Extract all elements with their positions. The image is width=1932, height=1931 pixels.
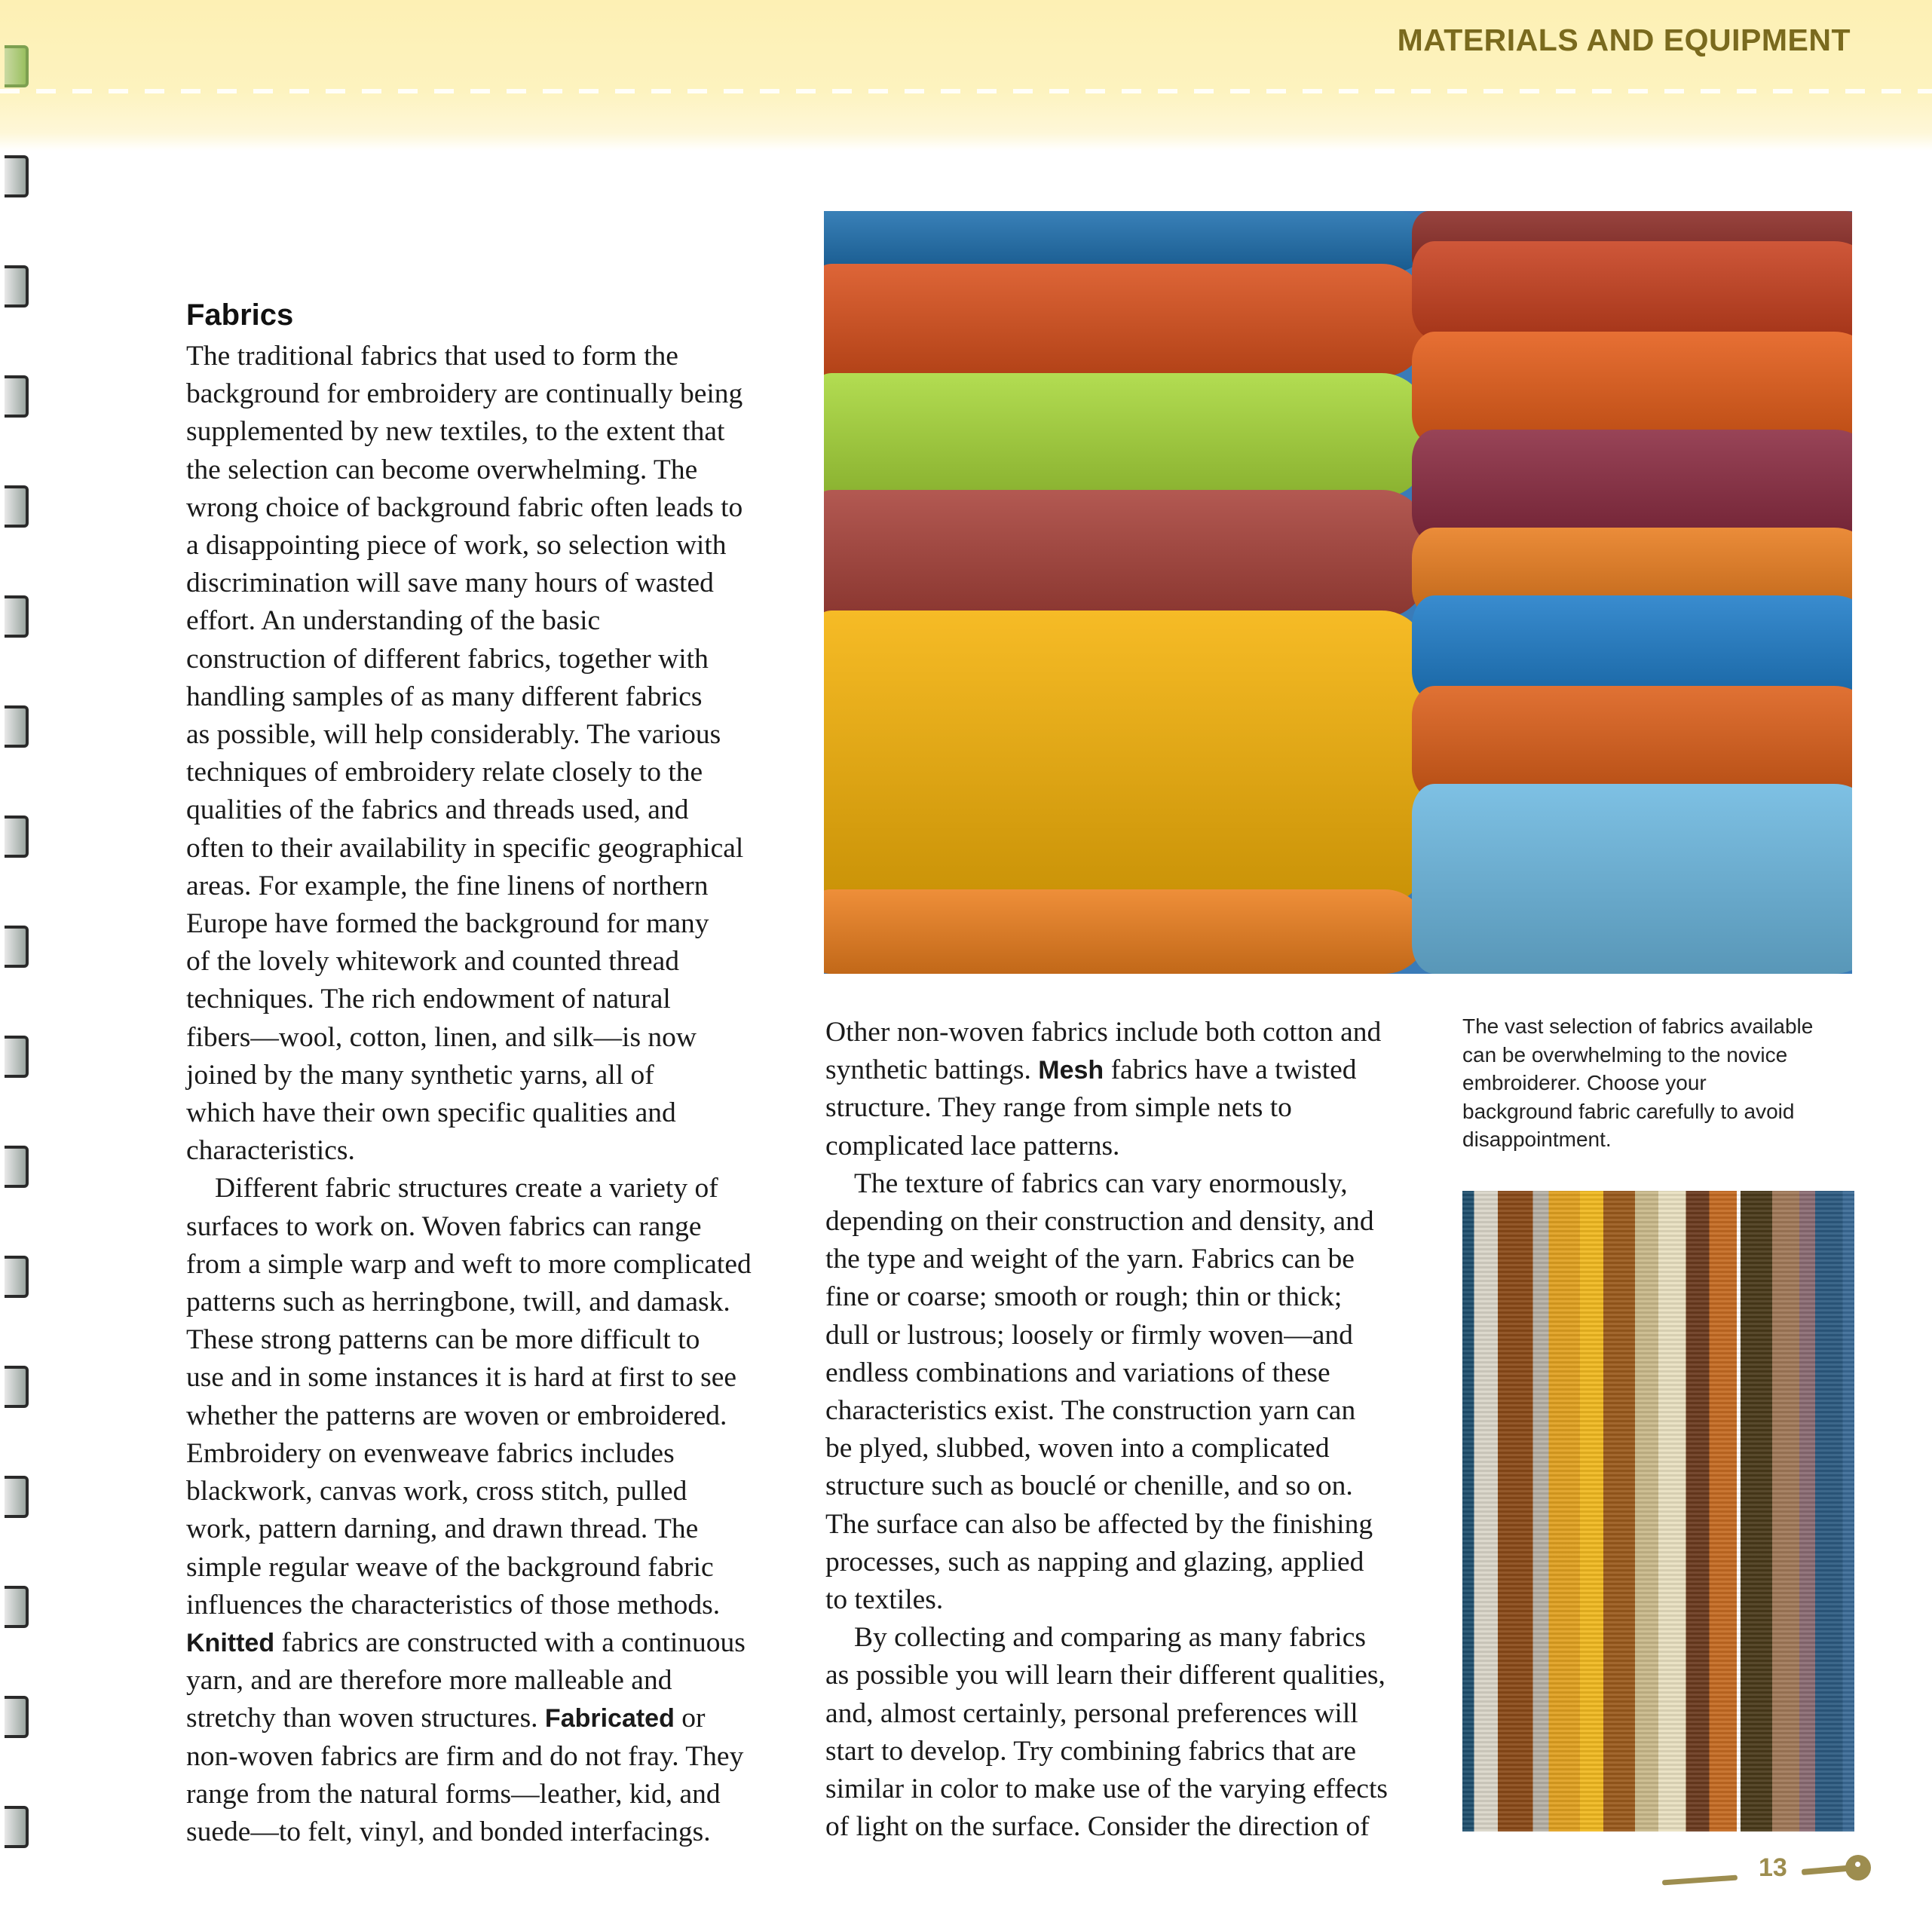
fabric-fold xyxy=(1412,332,1852,445)
bold-term: Mesh xyxy=(1038,1056,1104,1085)
body-column-left xyxy=(186,338,789,1851)
text-line: influences the characteristics of those methods. xyxy=(186,1589,721,1620)
binding-ring-icon xyxy=(5,816,29,858)
text-line: complicated lace patterns. xyxy=(825,1130,1120,1161)
fabric-fold xyxy=(824,264,1427,377)
text-line: structure such as bouclé or chenille, and so on. xyxy=(825,1470,1353,1502)
text-line: The surface can also be affected by the finishing xyxy=(825,1508,1373,1540)
text-line: of the lovely whitework and counted thread xyxy=(186,946,679,978)
text-line: background for embroidery are continually being xyxy=(186,378,743,410)
fabric-fold xyxy=(824,611,1427,904)
text-line: as possible, will help considerably. The various xyxy=(186,719,721,751)
photo-caption xyxy=(1462,1012,1854,1154)
text-line: Knitted fabrics are constructed with a continuous xyxy=(186,1627,746,1658)
binding-ring-icon xyxy=(5,1806,29,1848)
binding-ring-icon xyxy=(5,155,29,197)
text-line: The traditional fabrics that used to form the xyxy=(186,341,678,372)
text-line: techniques of embroidery relate closely to the xyxy=(186,757,703,788)
text-line: yarn, and are therefore more malleable and xyxy=(186,1665,672,1697)
binding-ring-icon xyxy=(5,595,29,638)
text-line: endless combinations and variations of these xyxy=(825,1357,1330,1388)
fabric-fold xyxy=(824,889,1427,974)
caption-line: disappointment. xyxy=(1462,1128,1612,1151)
text-line: joined by the many synthetic yarns, all of xyxy=(186,1059,654,1091)
binding-ring-icon xyxy=(5,926,29,968)
text-line: use and in some instances it is hard at first to see xyxy=(186,1362,737,1394)
text-line: discrimination will save many hours of wasted xyxy=(186,568,714,599)
header-stitch-line xyxy=(0,89,1932,93)
fabric-fold xyxy=(824,373,1427,497)
text-line: Other non-woven fabrics include both cotton and xyxy=(825,1017,1382,1048)
text-line: areas. For example, the fine linens of northern xyxy=(186,870,709,901)
binding-ring-icon xyxy=(5,485,29,528)
text-line: Different fabric structures create a variety of xyxy=(215,1173,718,1204)
binding-ring-icon xyxy=(5,1476,29,1518)
text-line: and, almost certainly, personal preferences will xyxy=(825,1697,1358,1729)
page-number: 13 xyxy=(1759,1853,1787,1882)
fabric-fold xyxy=(1412,430,1852,543)
binding-ring-icon xyxy=(5,1036,29,1078)
text-line: These strong patterns can be more difficult to xyxy=(186,1324,700,1356)
text-line: the type and weight of the yarn. Fabrics can be xyxy=(825,1244,1355,1275)
text-line: range from the natural forms—leather, kid, and xyxy=(186,1778,721,1810)
text-line: By collecting and comparing as many fabrics xyxy=(854,1622,1366,1654)
binding-ring-icon xyxy=(5,1366,29,1408)
fabric-fold xyxy=(1412,595,1852,701)
text-line: characteristics exist. The construction yarn can xyxy=(825,1395,1356,1427)
caption-line: background fabric carefully to avoid xyxy=(1462,1099,1795,1123)
photo-yarn-strands xyxy=(1462,1191,1854,1832)
fabric-fold xyxy=(1412,686,1852,799)
text-line: of light on the surface. Consider the direction of xyxy=(825,1811,1370,1843)
caption-line: embroiderer. Choose your xyxy=(1462,1071,1707,1094)
binding-ring-icon xyxy=(5,1586,29,1628)
fabric-fold xyxy=(1412,241,1852,339)
text-line: fine or coarse; smooth or rough; thin or thick; xyxy=(825,1281,1343,1313)
text-line: suede—to felt, vinyl, and bonded interfacings. xyxy=(186,1816,711,1847)
binding-ring-icon xyxy=(5,265,29,308)
text-line: non-woven fabrics are firm and do not fray. They xyxy=(186,1740,744,1772)
text-line: qualities of the fabrics and threads used, and xyxy=(186,794,689,826)
text-line: Europe have formed the background for many xyxy=(186,908,709,940)
text-line: a disappointing piece of work, so selection with xyxy=(186,530,727,562)
text-line: simple regular weave of the background fabric xyxy=(186,1551,714,1583)
page-number-ornament xyxy=(1662,1850,1873,1896)
section-title: MATERIALS AND EQUIPMENT xyxy=(1397,23,1851,57)
text-line: dull or lustrous; loosely or firmly woven—and xyxy=(825,1319,1353,1351)
text-line: construction of different fabrics, together with xyxy=(186,643,709,675)
text-line: surfaces to work on. Woven fabrics can range xyxy=(186,1210,702,1242)
bold-term: Knitted xyxy=(186,1628,275,1657)
text-line: often to their availability in specific geographical xyxy=(186,832,744,864)
fabric-fold xyxy=(1412,784,1852,974)
body-column-middle xyxy=(825,1014,1428,1846)
text-line: processes, such as napping and glazing, applied xyxy=(825,1546,1364,1578)
caption-line: The vast selection of fabrics available xyxy=(1462,1014,1814,1038)
binding-ring-icon xyxy=(5,1696,29,1738)
text-line: depending on their construction and density, and xyxy=(825,1206,1374,1238)
text-line: work, pattern darning, and drawn thread. The xyxy=(186,1513,699,1545)
fabric-fold xyxy=(824,490,1427,618)
binding-ring-icon xyxy=(5,375,29,418)
text-line: supplemented by new textiles, to the extent that xyxy=(186,416,725,448)
text-line: blackwork, canvas work, cross stitch, pulled xyxy=(186,1476,687,1507)
text-line: whether the patterns are woven or embroidered. xyxy=(186,1400,727,1431)
text-line: handling samples of as many different fabrics xyxy=(186,681,703,712)
text-line: structure. They range from simple nets to xyxy=(825,1092,1292,1124)
text-line: as possible you will learn their different qualities, xyxy=(825,1660,1385,1691)
text-line: characteristics. xyxy=(186,1135,355,1167)
caption-line: can be overwhelming to the novice xyxy=(1462,1042,1788,1066)
text-line: be plyed, slubbed, woven into a complicated xyxy=(825,1433,1330,1464)
spiral-binding xyxy=(0,45,30,1899)
pin-head-icon xyxy=(1845,1855,1871,1881)
text-line: patterns such as herringbone, twill, and damask. xyxy=(186,1287,730,1318)
binding-ring-icon xyxy=(5,1256,29,1298)
binding-ring-icon xyxy=(5,45,29,87)
article-heading: Fabrics xyxy=(186,298,294,332)
text-line: start to develop. Try combining fabrics that are xyxy=(825,1735,1357,1767)
text-line: Embroidery on evenweave fabrics includes xyxy=(186,1437,675,1469)
text-line: from a simple warp and weft to more complicated xyxy=(186,1248,752,1280)
photo-stacked-fabrics xyxy=(824,211,1852,974)
text-line: synthetic battings. Mesh fabrics have a twisted xyxy=(825,1054,1357,1086)
text-line: similar in color to make use of the varying effects xyxy=(825,1773,1388,1805)
text-line: stretchy than woven structures. Fabricated or xyxy=(186,1703,706,1734)
text-line: effort. An understanding of the basic xyxy=(186,605,601,637)
text-line: fibers—wool, cotton, linen, and silk—is now xyxy=(186,1021,697,1053)
fabric-fold xyxy=(824,211,1427,271)
text-line: wrong choice of background fabric often leads to xyxy=(186,491,743,523)
text-line: which have their own specific qualities and xyxy=(186,1097,676,1129)
text-line: the selection can become overwhelming. The xyxy=(186,454,698,485)
binding-ring-icon xyxy=(5,1146,29,1188)
text-line: techniques. The rich endowment of natural xyxy=(186,984,671,1015)
text-line: The texture of fabrics can vary enormously, xyxy=(854,1167,1348,1199)
bold-term: Fabricated xyxy=(544,1704,675,1734)
text-line: to textiles. xyxy=(825,1584,944,1616)
binding-ring-icon xyxy=(5,705,29,748)
needle-thread-icon xyxy=(1662,1875,1738,1886)
